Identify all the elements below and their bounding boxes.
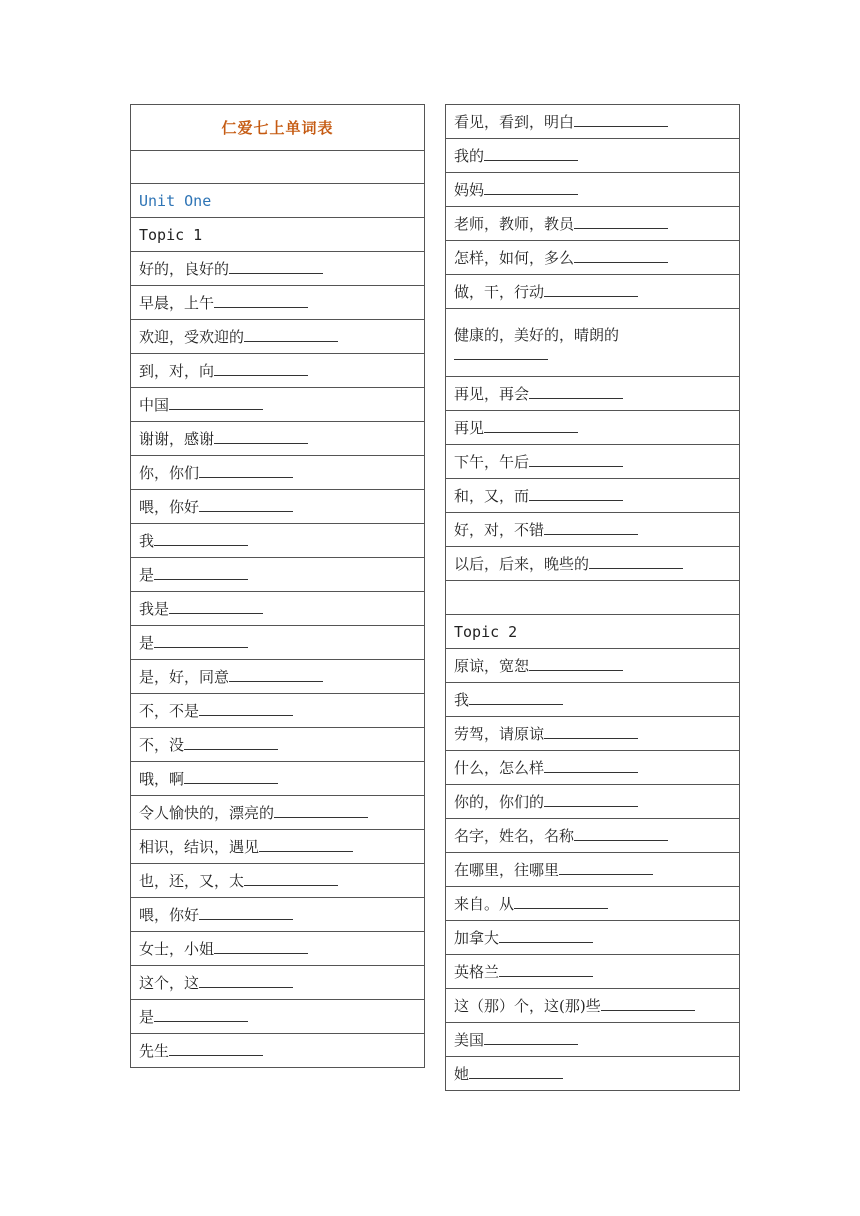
answer-blank[interactable] (544, 282, 638, 297)
vocab-cell (446, 479, 740, 513)
vocab-cell (446, 683, 740, 717)
vocab-word: 加拿大 (454, 928, 500, 947)
table-row (446, 139, 740, 173)
table-row (131, 864, 425, 898)
page-title: 仁爱七上单词表 (131, 105, 425, 151)
vocab-word: 名字，姓名，名称 (454, 826, 575, 845)
vocab-cell (446, 173, 740, 207)
vocab-word: 这个，这 (139, 973, 200, 992)
answer-blank[interactable] (199, 973, 293, 988)
answer-blank[interactable] (274, 803, 368, 818)
table-row (446, 1057, 740, 1091)
answer-blank[interactable] (574, 214, 668, 229)
vocab-word: 你，你们 (139, 463, 200, 482)
vocab-word: 哦，啊 (139, 769, 185, 788)
table-row (446, 785, 740, 819)
vocab-word: 在哪里，往哪里 (454, 860, 560, 879)
answer-blank[interactable] (544, 758, 638, 773)
vocab-cell (446, 309, 740, 377)
answer-blank[interactable] (529, 486, 623, 501)
answer-blank[interactable] (544, 792, 638, 807)
answer-blank[interactable] (169, 599, 263, 614)
answer-blank[interactable] (154, 633, 248, 648)
table-row (446, 105, 740, 139)
answer-blank[interactable] (559, 860, 653, 875)
answer-blank[interactable] (499, 928, 593, 943)
answer-blank[interactable] (514, 894, 608, 909)
vocab-cell (446, 105, 740, 139)
answer-blank[interactable] (184, 735, 278, 750)
vocab-word: 老师，教师，教员 (454, 214, 575, 233)
vocab-cell (446, 207, 740, 241)
table-row (446, 207, 740, 241)
vocab-word: 中国 (139, 395, 170, 414)
vocab-word: 是 (139, 565, 155, 584)
table-row (446, 683, 740, 717)
vocab-cell (131, 694, 425, 728)
vocab-word: 怎样，如何，多么 (454, 248, 575, 267)
vocab-word: 美国 (454, 1030, 485, 1049)
vocab-word: 不，没 (139, 735, 185, 754)
answer-blank[interactable] (199, 497, 293, 512)
answer-blank[interactable] (529, 656, 623, 671)
vocab-word: 是 (139, 1007, 155, 1026)
table-row (446, 581, 740, 615)
vocab-cell (131, 762, 425, 796)
vocab-cell (446, 1023, 740, 1057)
table-row (446, 275, 740, 309)
answer-blank[interactable] (244, 871, 338, 886)
vocab-word: 你的，你们的 (454, 792, 545, 811)
answer-blank[interactable] (484, 146, 578, 161)
vocab-cell (131, 592, 425, 626)
answer-blank[interactable] (154, 531, 248, 546)
table-row (131, 422, 425, 456)
unit-heading: Unit One (131, 184, 425, 218)
answer-blank[interactable] (214, 939, 308, 954)
table-row (131, 320, 425, 354)
table-row (446, 751, 740, 785)
table-row (131, 490, 425, 524)
answer-blank[interactable] (199, 463, 293, 478)
vocab-cell (131, 728, 425, 762)
vocab-cell (446, 445, 740, 479)
answer-blank[interactable] (484, 1030, 578, 1045)
vocab-cell (131, 524, 425, 558)
vocab-word: 我是 (139, 599, 170, 618)
empty-row (131, 151, 425, 184)
answer-blank[interactable] (484, 418, 578, 433)
vocab-cell (131, 830, 425, 864)
vocab-word: 做，干，行动 (454, 282, 545, 301)
vocab-word: 喂，你好 (139, 497, 200, 516)
vocab-word: 我的 (454, 146, 485, 165)
vocab-word: 我 (454, 690, 470, 709)
answer-blank[interactable] (589, 554, 683, 569)
vocab-word: 看见，看到，明白 (454, 112, 575, 131)
table-row (446, 309, 740, 377)
table-row (131, 728, 425, 762)
vocab-cell (131, 1000, 425, 1034)
table-row (131, 151, 425, 184)
table-row (131, 105, 425, 151)
table-row (131, 524, 425, 558)
answer-blank[interactable] (544, 520, 638, 535)
vocab-cell (446, 241, 740, 275)
vocab-word: 以后，后来，晚些的 (454, 554, 590, 573)
vocab-cell (131, 898, 425, 932)
vocab-cell (131, 558, 425, 592)
table-row (131, 456, 425, 490)
vocab-cell (446, 853, 740, 887)
answer-blank[interactable] (169, 1041, 263, 1056)
vocab-word: 什么，怎么样 (454, 758, 545, 777)
vocab-word: 早晨，上午 (139, 293, 215, 312)
table-row (446, 615, 740, 649)
table-row (446, 173, 740, 207)
vocab-cell (446, 513, 740, 547)
table-row (131, 218, 425, 252)
vocab-word: 是 (139, 633, 155, 652)
table-row (446, 1023, 740, 1057)
answer-blank[interactable] (484, 180, 578, 195)
vocab-cell (446, 785, 740, 819)
vocab-cell (131, 966, 425, 1000)
table-row (131, 626, 425, 660)
vocab-word: 来自。从 (454, 894, 515, 913)
answer-blank[interactable] (229, 259, 323, 274)
vocab-word: 原谅，宽恕 (454, 656, 530, 675)
table-row (446, 445, 740, 479)
vocab-word: 好，对，不错 (454, 520, 545, 539)
answer-blank[interactable] (454, 345, 548, 360)
vocab-cell (446, 649, 740, 683)
table-row (446, 649, 740, 683)
vocab-word: 再见，再会 (454, 384, 530, 403)
vocab-cell (131, 864, 425, 898)
vocab-word: 我 (139, 531, 155, 550)
answer-blank[interactable] (214, 429, 308, 444)
vocab-cell (131, 1034, 425, 1068)
vocab-cell (446, 139, 740, 173)
table-row (131, 694, 425, 728)
table-row (131, 388, 425, 422)
vocab-cell (446, 411, 740, 445)
answer-blank[interactable] (169, 395, 263, 410)
vocab-word: 谢谢，感谢 (139, 429, 215, 448)
vocab-word: 到，对，向 (139, 361, 215, 380)
answer-blank[interactable] (544, 724, 638, 739)
table-row (131, 558, 425, 592)
table-row (131, 1000, 425, 1034)
vocab-word: 好的，良好的 (139, 259, 230, 278)
vocab-cell (131, 252, 425, 286)
table-row (131, 252, 425, 286)
vocab-cell (446, 1057, 740, 1091)
table-row (446, 853, 740, 887)
vocab-word: 她 (454, 1064, 470, 1083)
table-row (446, 547, 740, 581)
vocab-word: 和，又，而 (454, 486, 530, 505)
table-row (446, 819, 740, 853)
vocab-table-left (130, 104, 425, 1068)
answer-blank[interactable] (214, 293, 308, 308)
table-row (446, 241, 740, 275)
table-row (446, 411, 740, 445)
table-row (131, 184, 425, 218)
table-row (131, 932, 425, 966)
vocab-cell (131, 626, 425, 660)
vocab-cell (446, 921, 740, 955)
vocab-word: 妈妈 (454, 180, 485, 199)
answer-blank[interactable] (601, 996, 695, 1011)
table-row (446, 377, 740, 411)
vocab-word: 令人愉快的，漂亮的 (139, 803, 275, 822)
vocab-word: 英格兰 (454, 962, 500, 981)
table-row (446, 921, 740, 955)
vocab-cell (131, 286, 425, 320)
vocab-cell (131, 660, 425, 694)
vocab-word: 不，不是 (139, 701, 200, 720)
vocab-word: 下午，午后 (454, 452, 530, 471)
table-row (131, 966, 425, 1000)
vocab-cell (446, 955, 740, 989)
vocab-cell (446, 887, 740, 921)
vocab-cell (131, 388, 425, 422)
vocab-word: 健康的，美好的，晴朗的 (454, 326, 620, 344)
table-row (446, 955, 740, 989)
vocab-cell (446, 377, 740, 411)
table-row (446, 479, 740, 513)
answer-blank[interactable] (574, 826, 668, 841)
answer-blank[interactable] (469, 1064, 563, 1079)
answer-blank[interactable] (229, 667, 323, 682)
vocab-word: 欢迎，受欢迎的 (139, 327, 245, 346)
vocab-word: 喂，你好 (139, 905, 200, 924)
answer-blank[interactable] (244, 327, 338, 342)
table-row (131, 796, 425, 830)
empty-row (446, 581, 740, 615)
vocab-cell (131, 456, 425, 490)
vocab-cell (446, 717, 740, 751)
vocab-word: 也，还，又，太 (139, 871, 245, 890)
answer-blank[interactable] (574, 248, 668, 263)
table-row (131, 1034, 425, 1068)
answer-blank[interactable] (529, 452, 623, 467)
table-row (131, 592, 425, 626)
table-row (131, 354, 425, 388)
topic-heading: Topic 1 (131, 218, 425, 252)
vocab-word: 是，好，同意 (139, 667, 230, 686)
table-row (446, 513, 740, 547)
vocab-word: 这（那）个，这(那)些 (454, 996, 601, 1015)
answer-blank[interactable] (154, 565, 248, 580)
answer-blank[interactable] (529, 384, 623, 399)
vocab-cell (131, 320, 425, 354)
vocab-word: 先生 (139, 1041, 170, 1060)
vocab-word: 再见 (454, 418, 485, 437)
answer-blank[interactable] (184, 769, 278, 784)
table-row (131, 830, 425, 864)
vocab-cell (446, 751, 740, 785)
answer-blank[interactable] (214, 361, 308, 376)
table-row (131, 286, 425, 320)
answer-blank[interactable] (259, 837, 353, 852)
answer-blank[interactable] (199, 701, 293, 716)
vocab-word: 相识，结识，遇见 (139, 837, 260, 856)
vocab-table-right (445, 104, 740, 1091)
vocab-cell (446, 819, 740, 853)
vocab-word: 劳驾，请原谅 (454, 724, 545, 743)
answer-blank[interactable] (499, 962, 593, 977)
answer-blank[interactable] (199, 905, 293, 920)
vocab-word: 女士，小姐 (139, 939, 215, 958)
vocab-cell (446, 989, 740, 1023)
table-row (446, 717, 740, 751)
table-row (446, 989, 740, 1023)
vocab-cell (446, 547, 740, 581)
vocab-cell (131, 422, 425, 456)
table-row (131, 762, 425, 796)
vocab-cell (131, 354, 425, 388)
answer-blank[interactable] (154, 1007, 248, 1022)
answer-blank[interactable] (469, 690, 563, 705)
table-row (131, 660, 425, 694)
vocab-cell (446, 275, 740, 309)
vocab-cell (131, 932, 425, 966)
answer-blank[interactable] (574, 112, 668, 127)
vocab-cell (131, 490, 425, 524)
topic-heading: Topic 2 (446, 615, 740, 649)
table-row (446, 887, 740, 921)
vocab-cell (131, 796, 425, 830)
table-row (131, 898, 425, 932)
